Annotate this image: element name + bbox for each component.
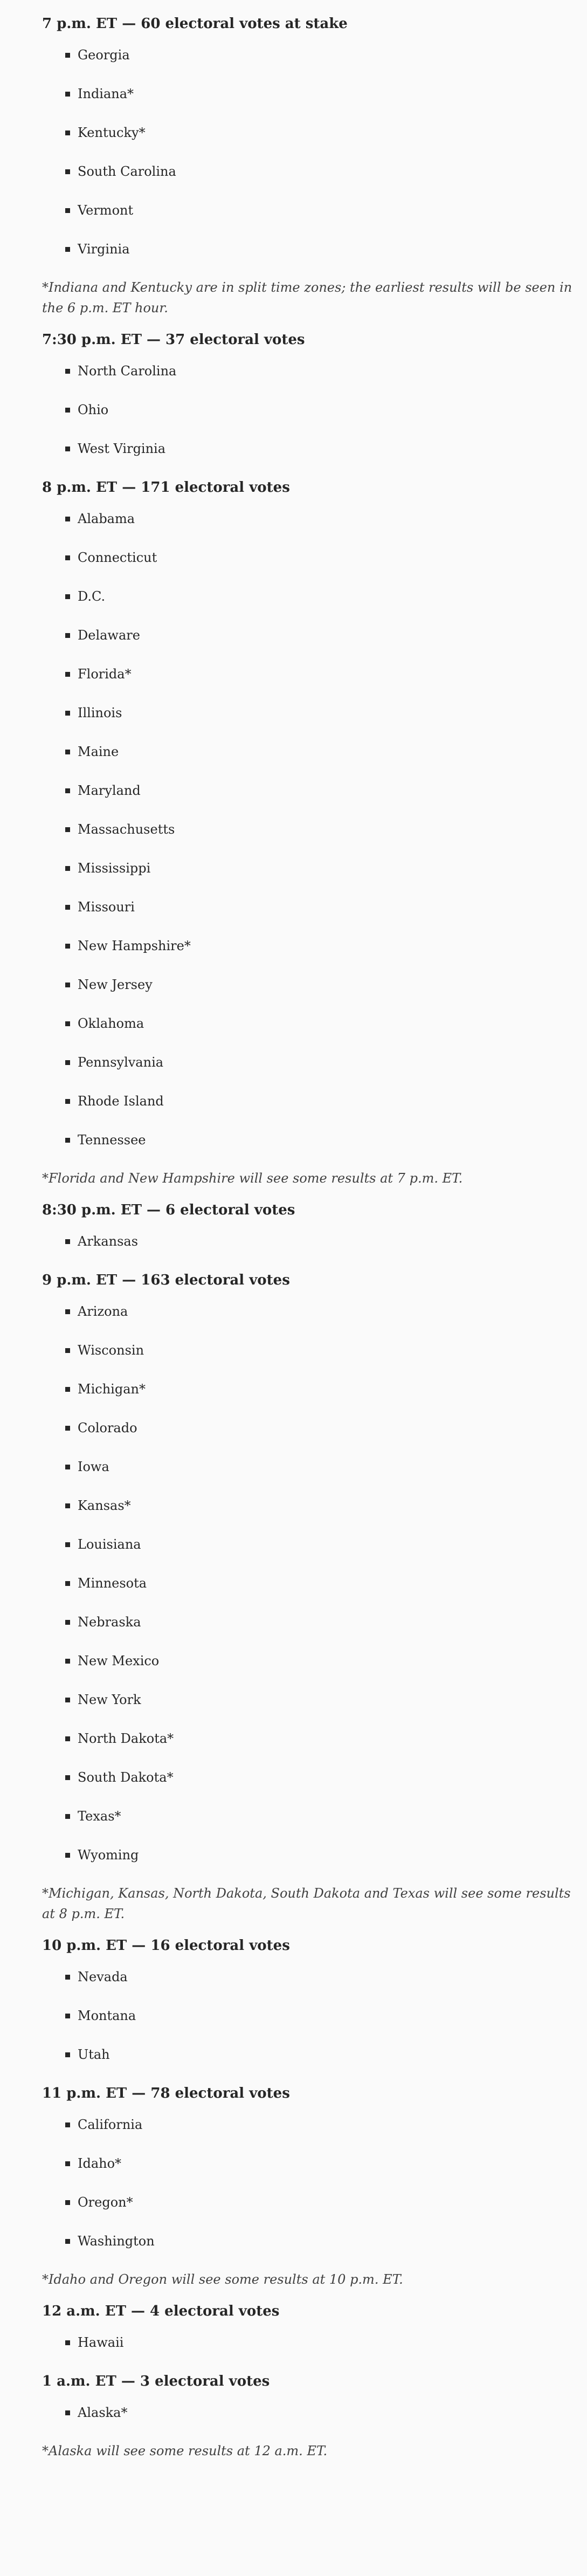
square-bullet-icon xyxy=(65,1239,70,1244)
square-bullet-icon xyxy=(65,711,70,716)
poll-closing-heading: 10 p.m. ET — 16 electoral votes xyxy=(42,1938,290,1954)
state-item-idaho xyxy=(42,2154,570,2173)
poll-closing-section xyxy=(42,330,570,458)
poll-closing-heading: 9 p.m. ET — 163 electoral votes xyxy=(42,1272,290,1288)
state-list xyxy=(42,509,570,1150)
square-bullet-icon xyxy=(65,1775,70,1780)
poll-closing-section xyxy=(42,2372,570,2461)
state-item-hawaii xyxy=(42,2333,570,2352)
state-item-new-mexico xyxy=(42,1651,570,1671)
state-name: Vermont xyxy=(78,203,134,218)
square-bullet-icon xyxy=(65,2161,70,2166)
square-bullet-icon xyxy=(65,1060,70,1065)
poll-closing-section xyxy=(42,2302,570,2352)
square-bullet-icon xyxy=(65,2239,70,2244)
state-name: Pennsylvania xyxy=(78,1055,164,1070)
state-name: Utah xyxy=(78,2047,110,2062)
square-bullet-icon xyxy=(65,1975,70,1980)
state-name: Tennessee xyxy=(78,1132,146,1148)
state-item-kentucky xyxy=(42,123,570,142)
state-item-oregon xyxy=(42,2193,570,2212)
poll-closing-heading: 7:30 p.m. ET — 37 electoral votes xyxy=(42,332,305,348)
state-item-virginia xyxy=(42,239,570,259)
section-footnote: *Michigan, Kansas, North Dakota, South Dakota and Texas will see some results at 8 p.m. ET. xyxy=(42,1886,571,1921)
state-name: Minnesota xyxy=(78,1576,147,1591)
state-list xyxy=(42,2403,570,2422)
state-name: Arkansas xyxy=(78,1234,139,1249)
state-item-california xyxy=(42,2115,570,2134)
state-name: Alabama xyxy=(78,511,135,526)
state-name: Washington xyxy=(78,2234,155,2249)
poll-closing-heading: 12 a.m. ET — 4 electoral votes xyxy=(42,2303,280,2319)
square-bullet-icon xyxy=(65,827,70,832)
square-bullet-icon xyxy=(65,2340,70,2345)
state-item-iowa xyxy=(42,1457,570,1476)
square-bullet-icon xyxy=(65,1021,70,1026)
state-item-arkansas xyxy=(42,1232,570,1251)
state-name: Wyoming xyxy=(78,1847,139,1863)
state-name: North Dakota* xyxy=(78,1731,174,1746)
square-bullet-icon xyxy=(65,1099,70,1104)
state-item-minnesota xyxy=(42,1574,570,1593)
state-name: Oregon* xyxy=(78,2195,133,2210)
square-bullet-icon xyxy=(65,983,70,987)
state-item-ohio xyxy=(42,400,570,420)
state-item-delaware xyxy=(42,626,570,645)
state-list xyxy=(42,1232,570,1251)
square-bullet-icon xyxy=(65,1698,70,1702)
state-item-wisconsin xyxy=(42,1341,570,1360)
state-name: Michigan* xyxy=(78,1382,146,1397)
state-item-illinois xyxy=(42,703,570,723)
state-name: New Hampshire* xyxy=(78,938,191,953)
square-bullet-icon xyxy=(65,446,70,451)
state-item-nevada xyxy=(42,1967,570,1987)
state-item-connecticut xyxy=(42,548,570,567)
state-name: Colorado xyxy=(78,1420,137,1435)
state-item-michigan xyxy=(42,1379,570,1399)
square-bullet-icon xyxy=(65,1736,70,1741)
state-list xyxy=(42,2333,570,2352)
section-footnote: *Florida and New Hampshire will see some results at 7 p.m. ET. xyxy=(42,1171,463,1186)
state-item-west-virginia xyxy=(42,439,570,458)
state-item-florida xyxy=(42,664,570,684)
state-item-alaska xyxy=(42,2403,570,2422)
state-name: Hawaii xyxy=(78,2335,124,2350)
square-bullet-icon xyxy=(65,750,70,754)
poll-closing-section xyxy=(42,1200,570,1251)
state-item-new-jersey xyxy=(42,975,570,994)
state-list xyxy=(42,45,570,259)
square-bullet-icon xyxy=(65,92,70,97)
square-bullet-icon xyxy=(65,1387,70,1392)
state-name: Oklahoma xyxy=(78,1016,144,1031)
square-bullet-icon xyxy=(65,2122,70,2127)
state-item-washington xyxy=(42,2231,570,2251)
square-bullet-icon xyxy=(65,1620,70,1625)
state-name: Georgia xyxy=(78,47,130,63)
state-name: Illinois xyxy=(78,705,122,720)
state-item-south-dakota xyxy=(42,1768,570,1787)
state-list xyxy=(42,1302,570,1865)
poll-closing-section xyxy=(42,14,570,318)
square-bullet-icon xyxy=(65,408,70,413)
state-name: Kentucky* xyxy=(78,125,146,140)
state-name: New York xyxy=(78,1692,141,1707)
state-name: Indiana* xyxy=(78,86,134,101)
state-name: South Dakota* xyxy=(78,1770,174,1785)
state-name: Iowa xyxy=(78,1459,109,1474)
state-name: Louisiana xyxy=(78,1537,141,1552)
square-bullet-icon xyxy=(65,169,70,174)
state-name: South Carolina xyxy=(78,164,176,179)
state-name: Arizona xyxy=(78,1304,128,1319)
square-bullet-icon xyxy=(65,2014,70,2018)
state-item-vermont xyxy=(42,201,570,220)
state-name: Florida* xyxy=(78,667,132,682)
square-bullet-icon xyxy=(65,2410,70,2415)
square-bullet-icon xyxy=(65,905,70,910)
state-item-new-york xyxy=(42,1690,570,1709)
state-item-alabama xyxy=(42,509,570,528)
state-name: Wisconsin xyxy=(78,1343,144,1358)
square-bullet-icon xyxy=(65,555,70,560)
square-bullet-icon xyxy=(65,594,70,599)
square-bullet-icon xyxy=(65,1542,70,1547)
square-bullet-icon xyxy=(65,208,70,213)
state-item-montana xyxy=(42,2006,570,2025)
state-name: California xyxy=(78,2117,143,2132)
square-bullet-icon xyxy=(65,247,70,252)
state-item-missouri xyxy=(42,897,570,917)
state-name: Ohio xyxy=(78,402,109,417)
square-bullet-icon xyxy=(65,633,70,638)
square-bullet-icon xyxy=(65,1503,70,1508)
poll-closing-heading: 8 p.m. ET — 171 electoral votes xyxy=(42,479,290,496)
state-item-massachusetts xyxy=(42,820,570,839)
square-bullet-icon xyxy=(65,1659,70,1664)
state-item-rhode-island xyxy=(42,1091,570,1111)
state-name: Idaho* xyxy=(78,2156,122,2171)
square-bullet-icon xyxy=(65,1814,70,1819)
state-name: Montana xyxy=(78,2008,136,2023)
square-bullet-icon xyxy=(65,1581,70,1586)
poll-closing-section xyxy=(42,1270,570,1924)
square-bullet-icon xyxy=(65,944,70,949)
state-item-mississippi xyxy=(42,858,570,878)
state-name: Massachusetts xyxy=(78,822,175,837)
state-item-tennessee xyxy=(42,1130,570,1150)
state-item-oklahoma xyxy=(42,1014,570,1033)
state-item-north-dakota xyxy=(42,1729,570,1748)
state-list xyxy=(42,2115,570,2251)
poll-closing-section xyxy=(42,478,570,1189)
state-item-indiana xyxy=(42,84,570,104)
square-bullet-icon xyxy=(65,130,70,135)
state-name: Alaska* xyxy=(78,2405,128,2420)
state-name: D.C. xyxy=(78,589,106,604)
square-bullet-icon xyxy=(65,1138,70,1143)
state-name: Rhode Island xyxy=(78,1094,164,1109)
state-name: New Jersey xyxy=(78,977,153,992)
state-item-texas xyxy=(42,1806,570,1826)
poll-closing-heading: 8:30 p.m. ET — 6 electoral votes xyxy=(42,1202,295,1218)
state-item-maine xyxy=(42,742,570,761)
state-item-d-c xyxy=(42,587,570,606)
state-name: New Mexico xyxy=(78,1653,160,1668)
square-bullet-icon xyxy=(65,517,70,521)
state-item-new-hampshire xyxy=(42,936,570,956)
state-name: Nevada xyxy=(78,1969,128,1984)
state-item-wyoming xyxy=(42,1845,570,1865)
state-item-south-carolina xyxy=(42,162,570,181)
state-name: Missouri xyxy=(78,899,135,915)
state-item-kansas xyxy=(42,1496,570,1515)
state-name: Virginia xyxy=(78,242,130,257)
state-item-pennsylvania xyxy=(42,1053,570,1072)
square-bullet-icon xyxy=(65,2200,70,2205)
state-name: Kansas* xyxy=(78,1498,131,1513)
poll-closing-section xyxy=(42,2084,570,2290)
poll-closing-heading: 1 a.m. ET — 3 electoral votes xyxy=(42,2373,270,2389)
state-name: Texas* xyxy=(78,1809,121,1824)
state-name: North Carolina xyxy=(78,363,177,379)
square-bullet-icon xyxy=(65,672,70,677)
state-name: Maryland xyxy=(78,783,141,798)
square-bullet-icon xyxy=(65,1465,70,1469)
state-list xyxy=(42,361,570,458)
square-bullet-icon xyxy=(65,1309,70,1314)
square-bullet-icon xyxy=(65,866,70,871)
poll-closing-heading: 7 p.m. ET — 60 electoral votes at stake xyxy=(42,16,348,32)
state-name: Mississippi xyxy=(78,861,151,876)
state-item-nebraska xyxy=(42,1612,570,1632)
section-footnote: *Idaho and Oregon will see some results at 10 p.m. ET. xyxy=(42,2272,403,2287)
state-name: Maine xyxy=(78,744,119,759)
square-bullet-icon xyxy=(65,1348,70,1353)
state-item-utah xyxy=(42,2045,570,2064)
state-name: Nebraska xyxy=(78,1615,141,1630)
square-bullet-icon xyxy=(65,2052,70,2057)
state-item-arizona xyxy=(42,1302,570,1321)
square-bullet-icon xyxy=(65,788,70,793)
state-list xyxy=(42,1967,570,2064)
state-item-colorado xyxy=(42,1418,570,1438)
section-footnote: *Indiana and Kentucky are in split time zones; the earliest results will be seen in the 6 p.m. ET hour. xyxy=(42,280,572,315)
state-item-louisiana xyxy=(42,1535,570,1554)
square-bullet-icon xyxy=(65,1426,70,1431)
section-footnote: *Alaska will see some results at 12 a.m. ET. xyxy=(42,2443,328,2458)
state-name: West Virginia xyxy=(78,441,166,456)
square-bullet-icon xyxy=(65,1853,70,1858)
square-bullet-icon xyxy=(65,53,70,58)
square-bullet-icon xyxy=(65,369,70,374)
state-name: Connecticut xyxy=(78,550,157,565)
poll-closing-section xyxy=(42,1936,570,2064)
state-item-maryland xyxy=(42,781,570,800)
poll-closing-heading: 11 p.m. ET — 78 electoral votes xyxy=(42,2085,290,2101)
state-name: Delaware xyxy=(78,628,140,643)
state-item-georgia xyxy=(42,45,570,65)
state-item-north-carolina xyxy=(42,361,570,381)
